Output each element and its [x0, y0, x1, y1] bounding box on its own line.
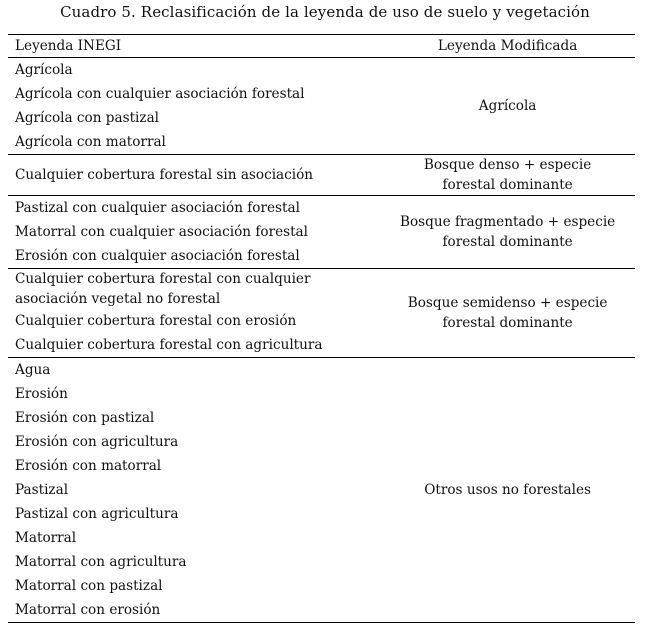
reclassification-table: [8, 34, 635, 623]
inegi-cell: Matorral: [15, 530, 77, 546]
inegi-cell: Cualquier cobertura forestal con erosión: [15, 313, 297, 329]
inegi-cell: Matorral con agricultura: [15, 554, 187, 570]
inegi-cell: Erosión con matorral: [15, 458, 162, 474]
modified-line: Bosque semidenso + especie: [407, 295, 608, 311]
inegi-cell: Pastizal con agricultura: [15, 506, 179, 522]
inegi-cell: Agrícola: [8, 58, 380, 83]
inegi-cell: Pastizal: [15, 482, 69, 498]
inegi-cell: Erosión con cualquier asociación forestal: [15, 248, 300, 264]
table-row: [8, 269, 635, 310]
inegi-cell: Pastizal con cualquier asociación forestal: [8, 196, 380, 221]
modified-line: Bosque denso + especie: [423, 157, 592, 173]
table-row: [8, 196, 635, 221]
inegi-cell: Agrícola con pastizal: [15, 110, 160, 126]
modified-line: Agrícola: [478, 98, 537, 114]
modified-line: Otros usos no forestales: [424, 482, 591, 498]
table-row: [8, 58, 635, 83]
inegi-cell: Matorral con cualquier asociación forestal: [15, 224, 309, 240]
modified-line: forestal dominante: [442, 315, 573, 331]
inegi-cell: Erosión con pastizal: [15, 410, 155, 426]
table-row: [8, 155, 635, 196]
modified-cell: [380, 155, 635, 196]
header-modificada: Leyenda Modificada: [380, 35, 635, 58]
inegi-cell: Erosión: [15, 386, 68, 402]
inegi-cell: Erosión con agricultura: [15, 434, 179, 450]
inegi-cell: [8, 269, 380, 310]
header-inegi: Leyenda INEGI: [8, 35, 380, 58]
inegi-cell: Cualquier cobertura forestal con agricultura: [15, 337, 323, 353]
inegi-cell: Agrícola con matorral: [15, 134, 166, 150]
modified-cell: [380, 269, 635, 358]
table-caption: Cuadro 5. Reclasificación de la leyenda de uso de suelo y vegetación: [60, 3, 590, 21]
inegi-cell: Matorral con pastizal: [15, 578, 163, 594]
modified-line: forestal dominante: [442, 177, 573, 193]
table-row: [8, 358, 635, 383]
inegi-cell: Agrícola con cualquier asociación forestal: [15, 86, 305, 102]
inegi-cell: Cualquier cobertura forestal sin asociación: [8, 155, 380, 196]
modified-line: Bosque fragmentado + especie: [399, 214, 616, 230]
inegi-line: asociación vegetal no forestal: [15, 291, 221, 307]
modified-cell: [380, 196, 635, 269]
inegi-cell: Agua: [8, 358, 380, 383]
inegi-cell: Matorral con erosión: [15, 602, 161, 618]
modified-cell: [380, 58, 635, 155]
header-row: [8, 35, 635, 58]
inegi-line: Cualquier cobertura forestal con cualquier: [15, 271, 311, 287]
modified-line: forestal dominante: [442, 234, 573, 250]
modified-cell: [380, 358, 635, 623]
